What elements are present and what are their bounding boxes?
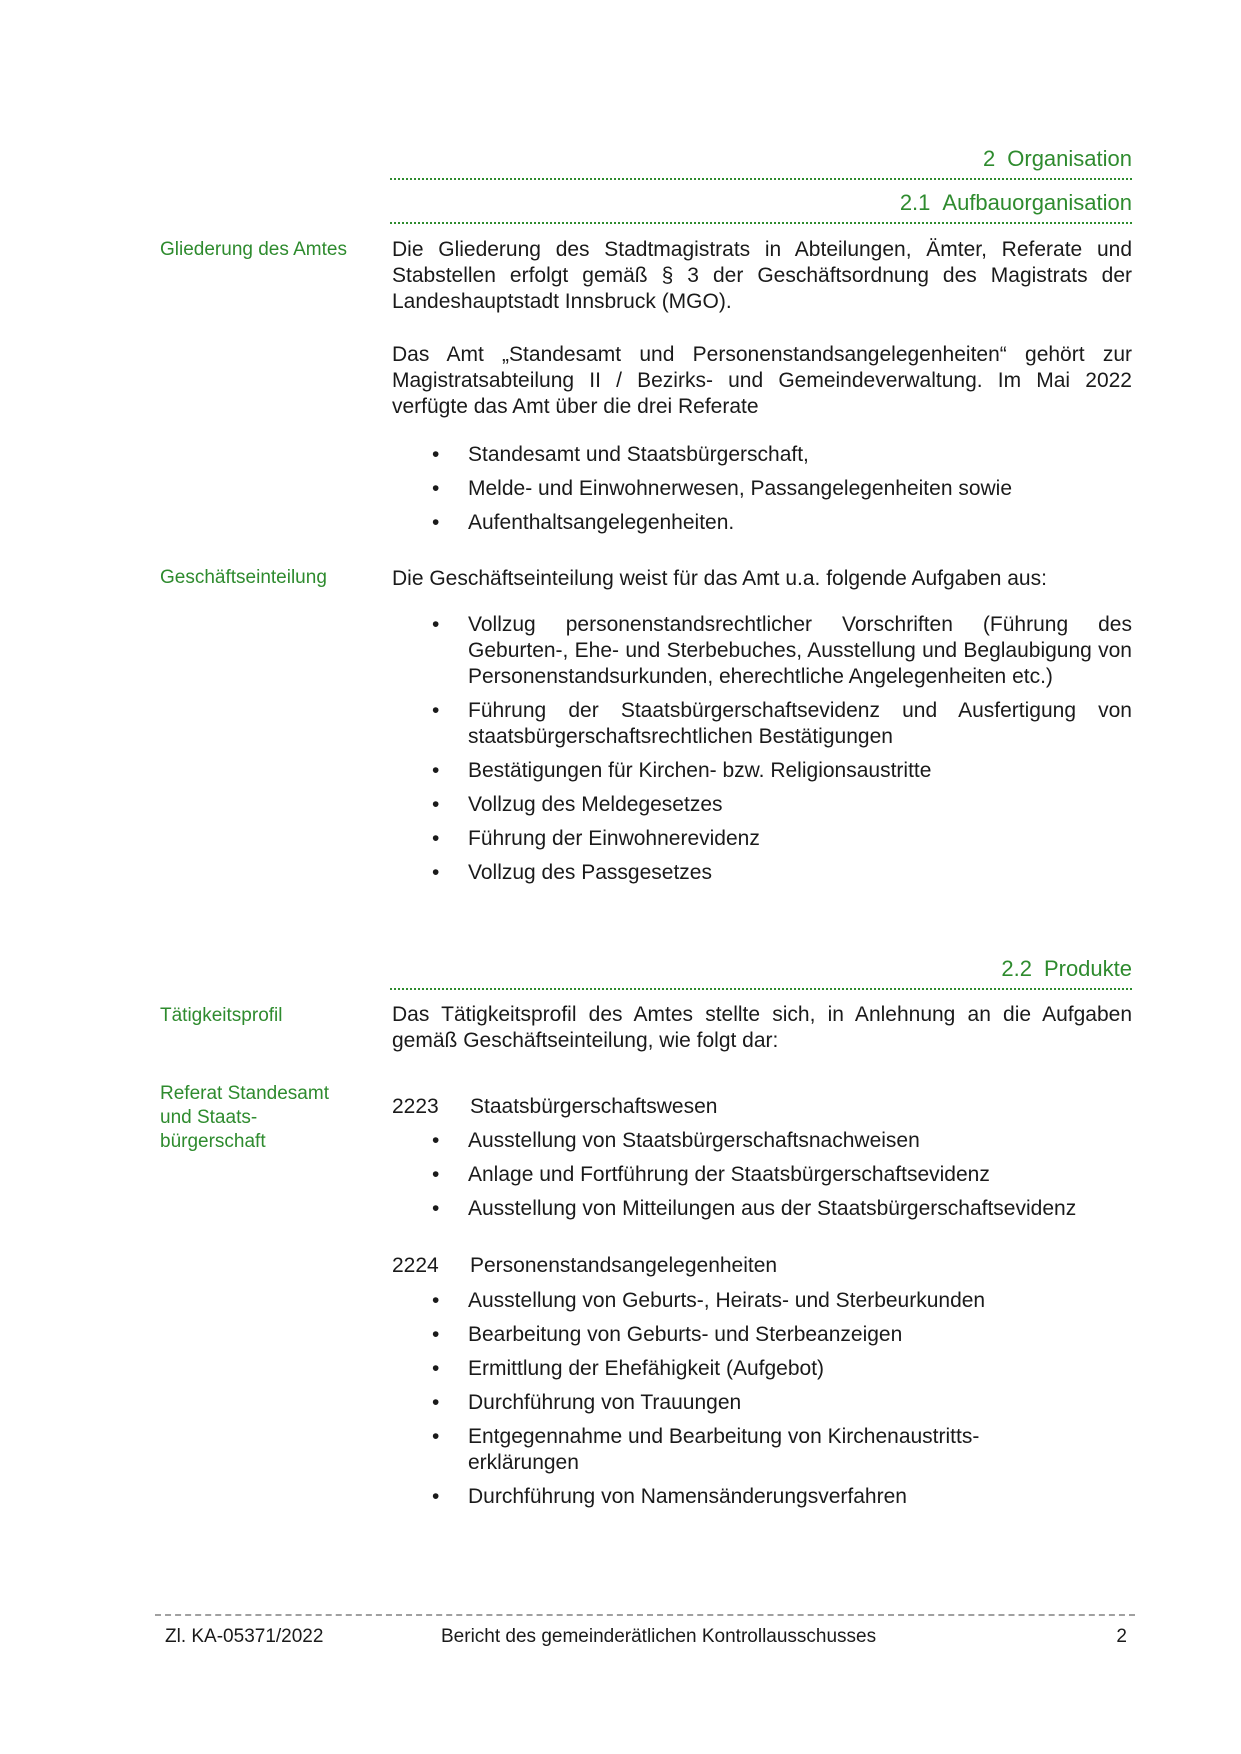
list-item: • Ausstellung von Mitteilungen aus der Staatsbürgerschaftsevidenz (392, 1196, 1132, 1222)
section-heading-2 (390, 146, 1132, 180)
margin-note-referat: Referat Standesamt und Staats-bürgerschaft (160, 1083, 329, 1152)
list-item: • Bestätigungen für Kirchen- bzw. Religionsaustritte (392, 758, 1132, 784)
aufgaben-list (392, 612, 1132, 894)
list-item: • Standesamt und Staatsbürgerschaft, (392, 442, 1132, 468)
list-item: • Entgegennahme und Bearbeitung von Kirchenaustritts-erklärungen (392, 1424, 1132, 1476)
list-item: • Führung der Staatsbürgerschaftsevidenz und Ausfertigung von staatsbürgerschaftsrechtlichen Bestätigungen (392, 698, 1132, 750)
paragraph-amt: Das Amt „Standesamt und Personenstandsangelegenheiten“ gehört zur Magistratsabteilung II / Bezirks- und Gemeindeverwaltung. Im Mai 2022 verfügte das Amt über die drei Referate (392, 343, 1132, 418)
list-item: • Vollzug personenstandsrechtlicher Vorschriften (Führung des Geburten-, Ehe- und Sterbebuches, Ausstellung und Beglaubigung von Personenstandsurkunden, eherechtliche Angelegenheiten etc.) (392, 612, 1132, 690)
paragraph-geschaeftseinteilung: Die Geschäftseinteilung weist für das Amt u.a. folgende Aufgaben aus: (392, 567, 1047, 590)
section-title: Organisation (1007, 146, 1132, 171)
product-title: Personenstandsangelegenheiten (470, 1254, 778, 1277)
list-item: • Durchführung von Trauungen (392, 1390, 1132, 1416)
report-title: Bericht des gemeinderätlichen Kontrollausschusses (441, 1626, 877, 1647)
margin-note-taetigkeitsprofil: Tätigkeitsprofil (160, 1005, 283, 1026)
list-item: • Melde- und Einwohnerwesen, Passangelegenheiten sowie (392, 476, 1132, 502)
section-number: 2.2 (1001, 956, 1032, 981)
list-2224 (392, 1288, 1132, 1518)
page-footer (155, 1614, 1135, 1647)
list-item: • Ausstellung von Staatsbürgerschaftsnachweisen (392, 1128, 1132, 1154)
section-heading-2-1 (390, 190, 1132, 224)
list-item: • Ermittlung der Ehefähigkeit (Aufgebot) (392, 1356, 1132, 1382)
section-title: Produkte (1043, 956, 1132, 981)
list-item: • Bearbeitung von Geburts- und Sterbeanzeigen (392, 1322, 1132, 1348)
list-item: • Ausstellung von Geburts-, Heirats- und Sterbeurkunden (392, 1288, 1132, 1314)
list-item: • Anlage und Fortführung der Staatsbürgerschaftsevidenz (392, 1162, 1132, 1188)
list-2223 (392, 1128, 1132, 1230)
product-group-2224 (392, 1253, 1132, 1279)
margin-note-gliederung: Gliederung des Amtes (160, 239, 347, 260)
section-number: 2.1 (899, 190, 931, 215)
list-item: • Durchführung von Namensänderungsverfahren (392, 1484, 1132, 1510)
document-reference: Zl. KA-05371/2022 (165, 1626, 324, 1647)
list-item: • Vollzug des Passgesetzes (392, 860, 1132, 886)
product-code: 2223 (392, 1095, 439, 1118)
margin-note-geschaeftseinteilung: Geschäftseinteilung (160, 567, 327, 588)
product-group-2223 (392, 1094, 1132, 1120)
section-heading-2-2 (390, 956, 1132, 990)
list-item: • Vollzug des Meldegesetzes (392, 792, 1132, 818)
paragraph-gliederung: Die Gliederung des Stadtmagistrats in Abteilungen, Ämter, Referate und Stabstellen erfolgt gemäß § 3 der Geschäftsordnung des Magistrats der Landeshauptstadt Innsbruck (MGO). (392, 238, 1132, 313)
product-title: Staatsbürgerschaftswesen (470, 1095, 718, 1118)
section-number: 2 (983, 146, 996, 171)
paragraph-taetigkeitsprofil: Das Tätigkeitsprofil des Amtes stellte sich, in Anlehnung an die Aufgaben gemäß Geschäftseinteilung, wie folgt dar: (392, 1003, 1132, 1052)
referate-list (392, 442, 1132, 544)
section-title: Aufbauorganisation (942, 190, 1132, 215)
list-item: • Aufenthaltsangelegenheiten. (392, 510, 1132, 536)
page-number: 2 (1116, 1626, 1127, 1647)
product-code: 2224 (392, 1254, 439, 1277)
list-item: • Führung der Einwohnerevidenz (392, 826, 1132, 852)
